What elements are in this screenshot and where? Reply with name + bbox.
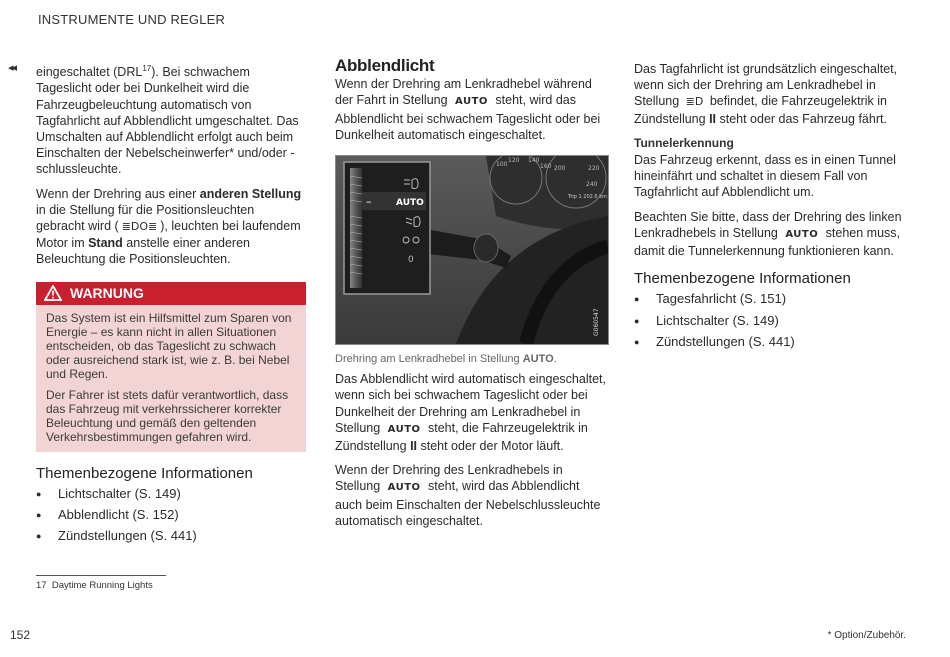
- page-number: 152: [10, 628, 31, 642]
- paragraph-intro: Wenn der Drehring am Lenkradhebel während der Fahrt in Stellung AUTO steht, wird das Abblendlicht bei schwachem Tageslicht oder bei Dunkelheit automatisch eingeschaltet.: [335, 77, 601, 142]
- figure-stalk-illustration: [335, 155, 609, 345]
- related-link[interactable]: ● Tagesfahrlicht (S. 151): [634, 291, 908, 307]
- related-link[interactable]: ● Zündstellungen (S. 441): [36, 528, 304, 544]
- section-title: Abblendlicht: [335, 56, 435, 75]
- related-link[interactable]: ● Lichtschalter (S. 149): [36, 486, 304, 502]
- paragraph-tunnel-note: Beachten Sie bitte, dass der Drehring des linken Lenkradhebels in Stellung AUTO stehen muss, damit die Tunnelerkennung funktionieren kann.: [634, 209, 902, 259]
- trip-readout: Trip 1 202.6 km: [568, 194, 607, 201]
- tunnel-heading: Tunnelerkennung: [634, 135, 734, 150]
- warning-title: WARNUNG: [70, 284, 144, 301]
- warning-text-1: Das System ist ein Hilfsmittel zum Sparen von Energie – es kann nicht in allen Situationen entscheiden, ob das Tageslicht zu schwach oder ausreichend stark ist, wie z. B. bei Nebel und Regen.: [46, 310, 292, 381]
- paragraph-position-lights: Wenn der Drehring aus einer anderen Stellung in die Stellung für die Positionsleuchten gebracht wird ( ≣DO≣ ), leuchten bei laufendem Motor im Stand anstelle einer anderen Beleuchtung die Positionsleuchten.: [36, 186, 302, 267]
- dial-value: 220: [588, 165, 600, 173]
- dial-value: 160: [540, 163, 552, 171]
- auto-symbol: AUTO: [455, 96, 488, 108]
- related-info-list: [36, 486, 304, 545]
- related-link[interactable]: ● Lichtschalter (S. 149): [634, 313, 908, 329]
- continuation-marker-icon: ◂◂: [8, 62, 16, 74]
- warning-box: [36, 282, 306, 452]
- paragraph-fog-rear: Wenn der Drehring des Lenkradhebels in Stellung AUTO steht, wird das Abblendlicht auch beim Einschalten der Nebelschlussleuchte automatisch eingeschaltet.: [335, 463, 601, 528]
- related-link[interactable]: ● Zündstellungen (S. 441): [634, 334, 908, 350]
- column-right: [634, 61, 908, 355]
- dial-value: 240: [586, 181, 598, 189]
- dial-value: 100: [496, 161, 508, 169]
- stalk-minus-label: –: [366, 195, 372, 209]
- paragraph-auto-low-beam: Das Abblendlicht wird automatisch eingeschaltet, wenn sich bei schwachem Tageslicht oder bei Dunkelheit der Drehring am Lenkradhebel in Stellung AUTO steht, die Fahrzeugelektrik in Zündstellung II steht oder der Motor läuft.: [335, 372, 606, 454]
- auto-symbol: AUTO: [387, 423, 421, 435]
- warning-triangle-icon: [44, 285, 62, 301]
- figure-code: G060547: [593, 308, 600, 337]
- auto-symbol: AUTO: [785, 228, 819, 240]
- stalk-zero-label: 0: [408, 255, 414, 266]
- dial-value: 120: [508, 157, 520, 165]
- related-info-heading: Themenbezogene Informationen: [634, 270, 851, 288]
- column-middle: [335, 58, 607, 537]
- column-left: [36, 61, 304, 549]
- dial-value: 140: [528, 157, 540, 165]
- warning-body: [36, 305, 306, 452]
- related-info-list: [634, 291, 908, 350]
- paragraph-daytime-running: Das Tagfahrlicht ist grundsätzlich eingeschaltet, wenn sich der Drehring am Lenkradhebel in Stellung ≣D befindet, die Fahrzeugelektrik in Zündstellung II steht oder das Fahrzeug fährt.: [634, 62, 898, 126]
- paragraph-tunnel: Das Fahrzeug erkennt, dass es in einen Tunnel hineinfährt und schaltet in diesem Fall von Tagfahrlicht auf Abblendlicht um.: [634, 153, 896, 200]
- footnote-divider: [36, 575, 166, 576]
- daytime-light-icon: ≣D: [685, 95, 704, 109]
- footnote-ref[interactable]: 17: [142, 64, 152, 73]
- related-link[interactable]: ● Abblendlicht (S. 152): [36, 507, 304, 523]
- position-light-icon: ≣DO≣: [121, 219, 158, 233]
- warning-text-2: Der Fahrer ist stets dafür verantwortlich, dass das Fahrzeug mit verkehrssicherer korrekter Beleuchtung und gemäß den geltenden Verkehrsbestimmungen gefahren wird.: [46, 387, 289, 444]
- dial-value: 200: [554, 165, 566, 173]
- footnote: 17 Daytime Running Lights: [36, 580, 153, 591]
- auto-symbol: AUTO: [387, 482, 421, 494]
- page-header: INSTRUMENTE UND REGLER: [38, 12, 226, 27]
- related-info-heading: Themenbezogene Informationen: [36, 464, 253, 482]
- figure-caption: Drehring am Lenkradhebel in Stellung AUTO.: [335, 353, 557, 366]
- footer-note: * Option/Zubehör.: [827, 630, 906, 641]
- stalk-auto-label: AUTO: [396, 198, 424, 209]
- paragraph-drl: eingeschaltet (DRL$^{17}$). Bei schwachem Tageslicht oder bei Dunkelheit wird die Fahrzeugbeleuchtung automatisch von Tagfahrlicht auf Abblendlicht umgeschaltet. Das Umschalten auf Abblendlicht erfolgt auch beim Einschalten der Nebelscheinwerfer* und/oder -schlussleuchte.: [36, 64, 299, 177]
- warning-header: [36, 282, 306, 305]
- stalk-illustration: [336, 156, 608, 344]
